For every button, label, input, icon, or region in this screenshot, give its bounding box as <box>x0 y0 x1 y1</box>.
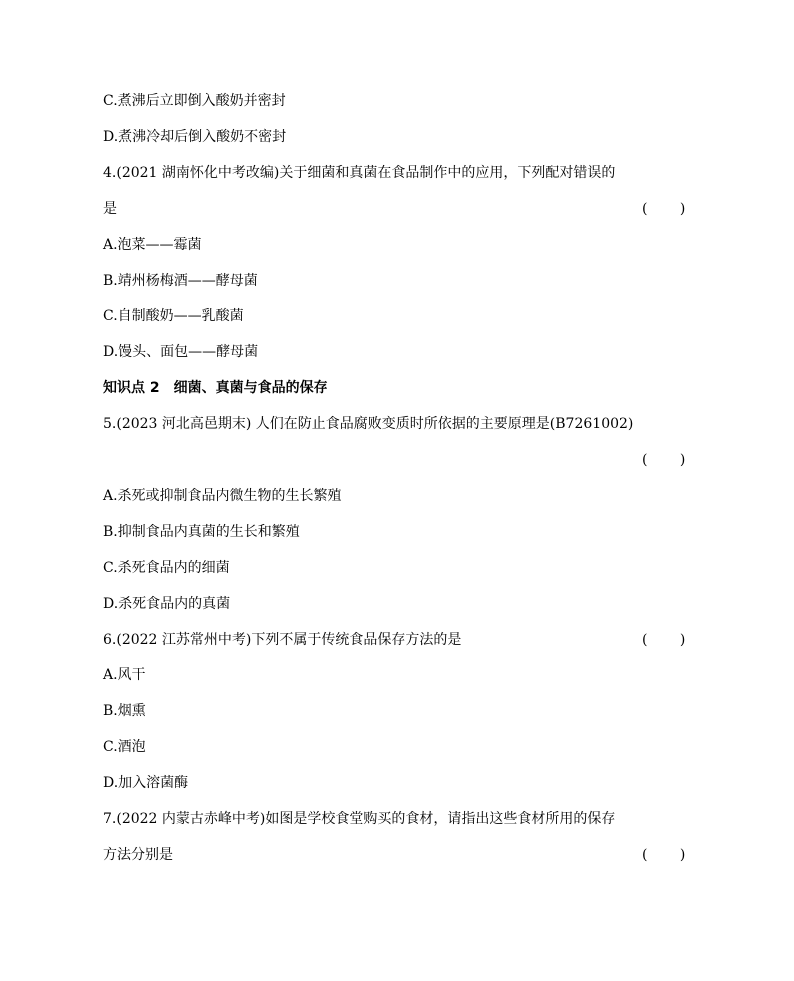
line-q4-stem-cont: 是 <box>103 201 117 217</box>
line-q3-option-d: D.煮沸冷却后倒入酸奶不密封 <box>103 129 287 145</box>
line-q6-option-c: C.酒泡 <box>103 739 146 755</box>
answer-paren-q6: ( ) <box>642 632 686 648</box>
line-q6-option-a: A.风干 <box>103 667 146 683</box>
line-q6-stem: 6.(2022 江苏常州中考)下列不属于传统食品保存方法的是 <box>103 632 462 648</box>
line-q4-option-a: A.泡菜——霉菌 <box>103 237 202 253</box>
line-q7-stem: 7.(2022 内蒙古赤峰中考)如图是学校食堂购买的食材，请指出这些食材所用的保存 <box>103 811 616 827</box>
answer-paren-q4: ( ) <box>642 201 686 217</box>
line-q5-option-d: D.杀死食品内的真菌 <box>103 596 231 612</box>
line-q5-option-c: C.杀死食品内的细菌 <box>103 560 230 576</box>
line-q4-option-d: D.馒头、面包——酵母菌 <box>103 344 259 360</box>
answer-paren-q7: ( ) <box>642 847 686 863</box>
line-q5-option-b: B.抑制食品内真菌的生长和繁殖 <box>103 524 300 540</box>
line-q3-option-c: C.煮沸后立即倒入酸奶并密封 <box>103 93 286 109</box>
line-q6-option-d: D.加入溶菌酶 <box>103 775 189 791</box>
line-q6-option-b: B.烟熏 <box>103 703 146 719</box>
line-q4-option-c: C.自制酸奶——乳酸菌 <box>103 308 244 324</box>
answer-paren-q5: ( ) <box>642 452 686 468</box>
line-q5-stem: 5.(2023 河北高邑期末) 人们在防止食品腐败变质时所依据的主要原理是(B7261002) <box>103 416 634 432</box>
line-q7-stem-cont: 方法分别是 <box>103 847 173 863</box>
line-q4-option-b: B.靖州杨梅酒——酵母菌 <box>103 273 258 289</box>
line-q4-stem: 4.(2021 湖南怀化中考改编)关于细菌和真菌在食品制作中的应用，下列配对错误的 <box>103 165 616 181</box>
section-heading: 知识点 2 细菌、真菌与食品的保存 <box>103 380 328 396</box>
line-q5-option-a: A.杀死或抑制食品内微生物的生长繁殖 <box>103 488 342 504</box>
